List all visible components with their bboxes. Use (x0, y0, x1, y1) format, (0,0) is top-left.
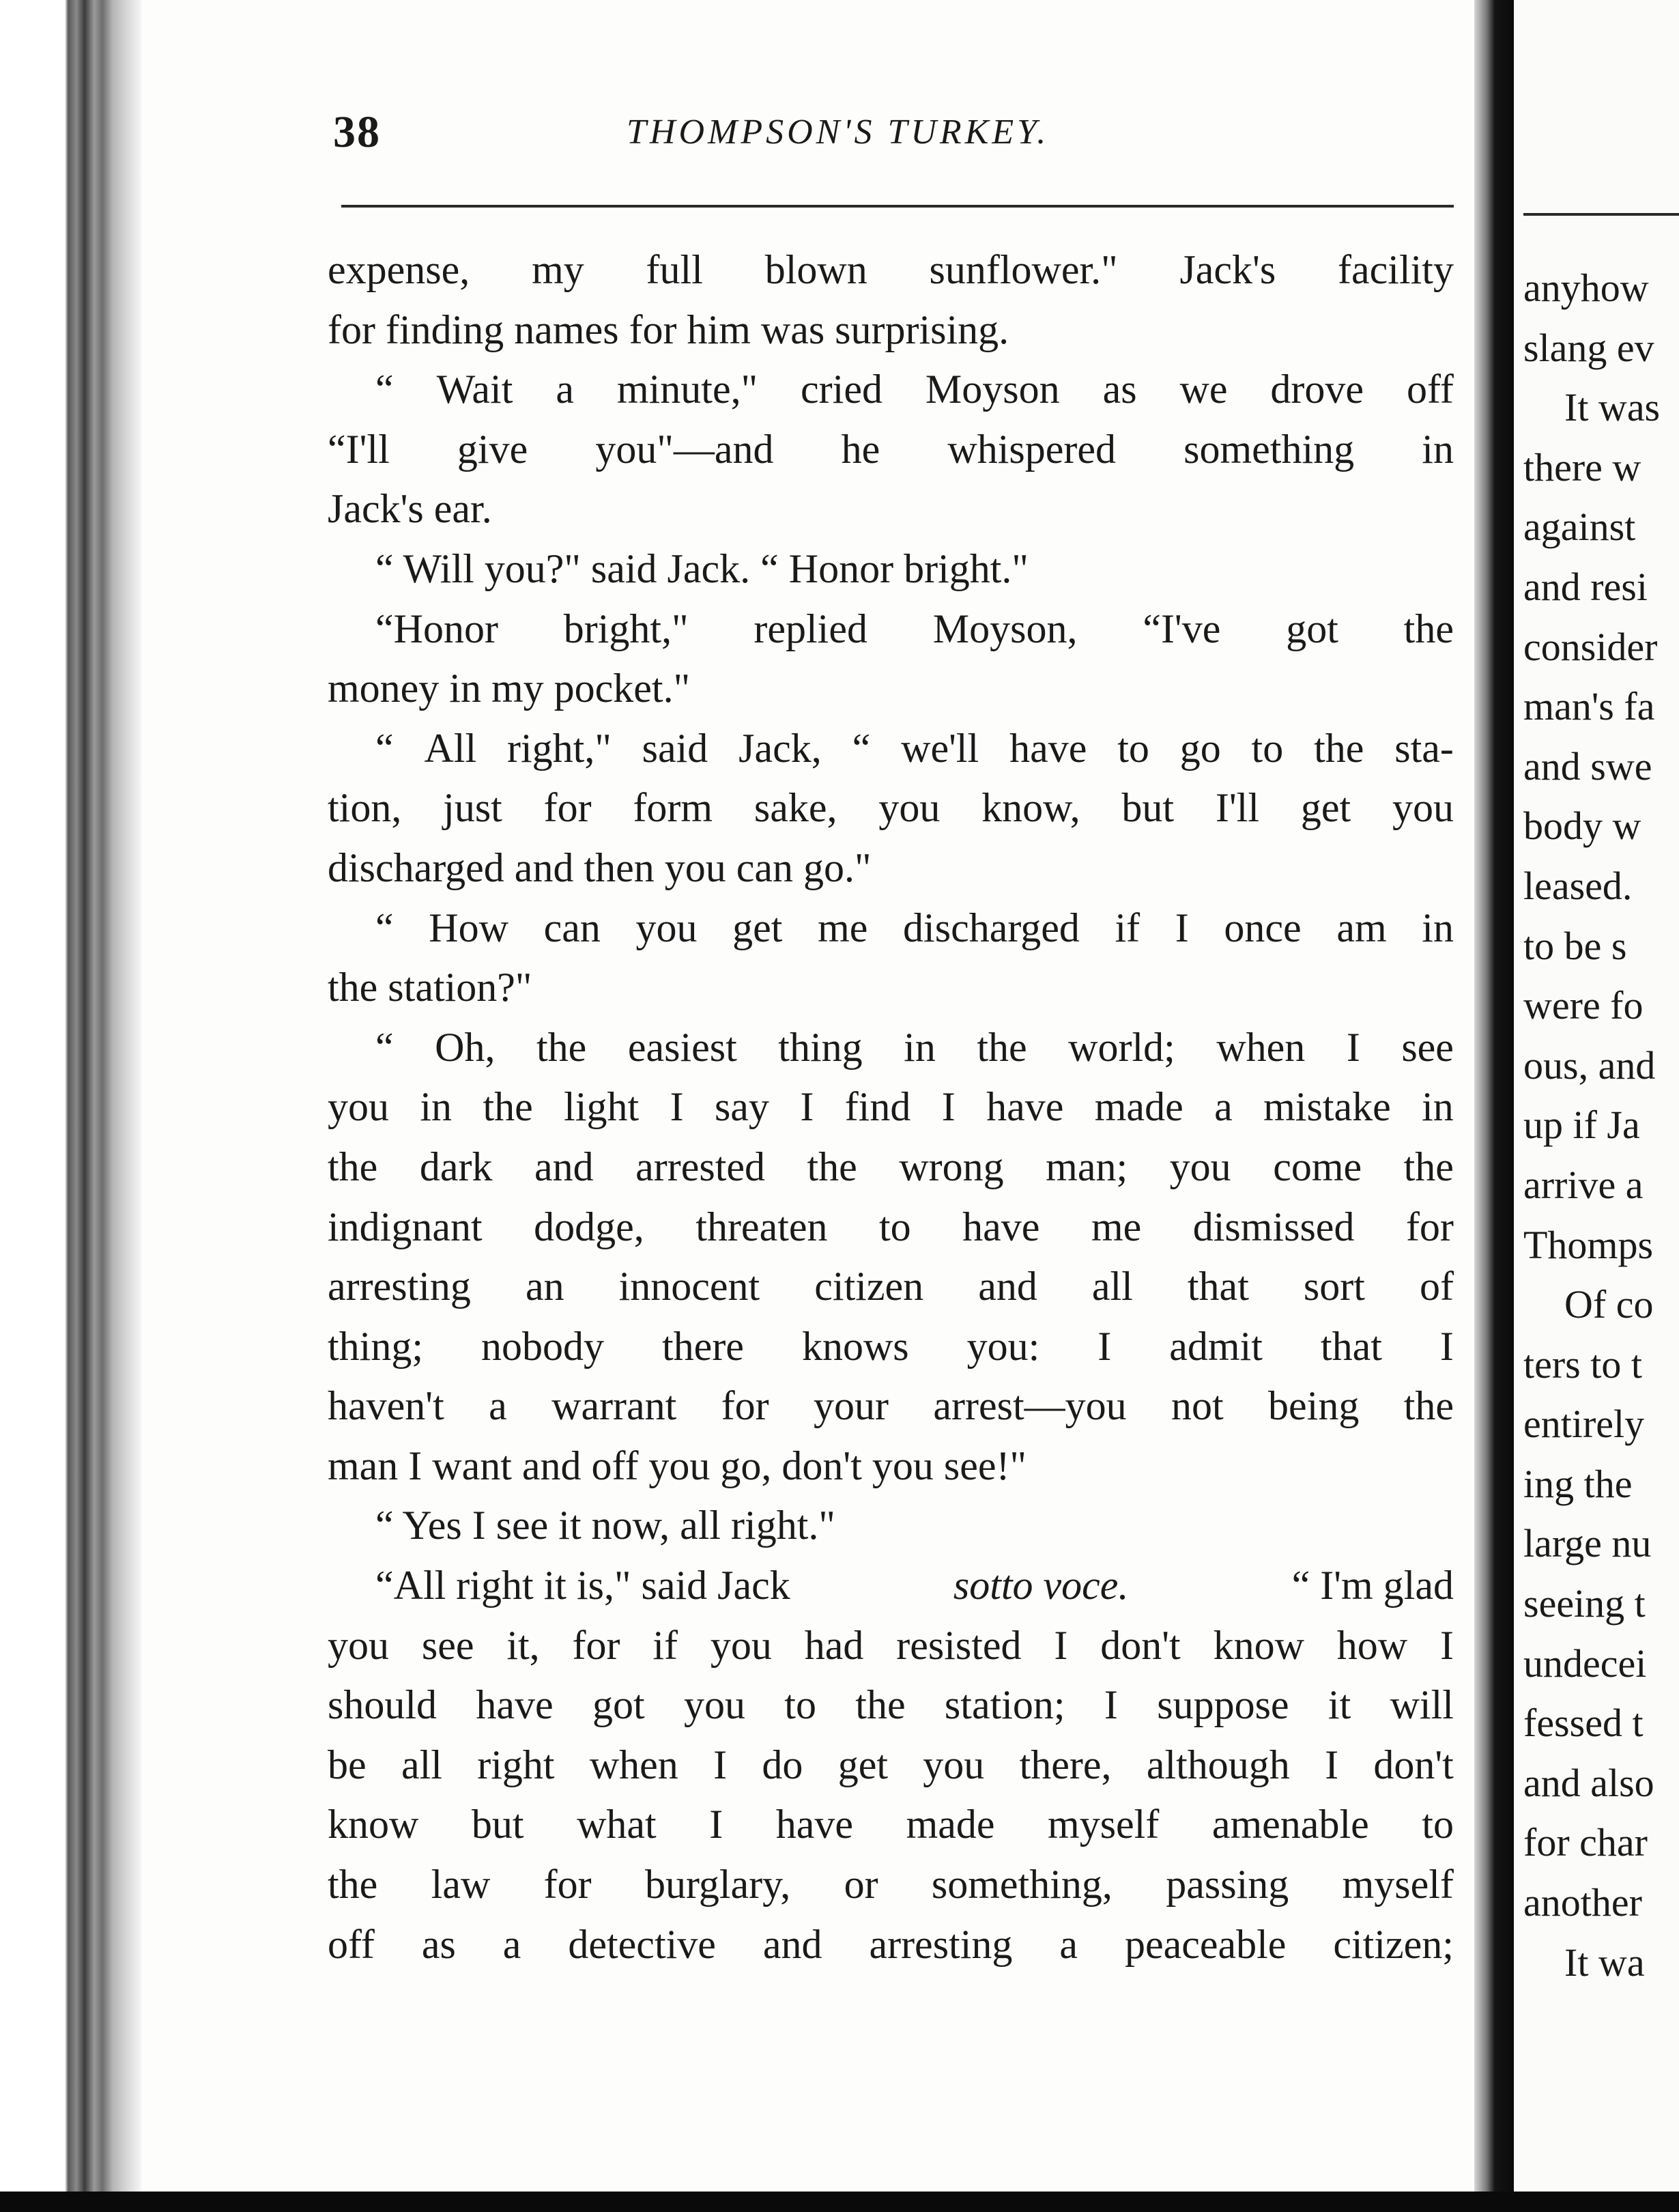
text-fragment: consider (1523, 624, 1658, 669)
text-line: off as a detective and arresting a peaceable citizen; (328, 1921, 1454, 1967)
text-line: “ Oh, the easiest thing in the world; when I see (375, 1024, 1454, 1070)
text-fragment: seeing t (1523, 1581, 1646, 1626)
text-fragment: another (1523, 1880, 1642, 1925)
text-line: you see it, for if you had resisted I don't know how I (328, 1622, 1454, 1668)
text-line: the station?" (328, 965, 532, 1010)
right-page-text (1523, 258, 1679, 1992)
text-fragment: entirely (1523, 1402, 1645, 1447)
text-fragment: ing the (1523, 1461, 1633, 1506)
text-fragment: to be s (1523, 923, 1627, 968)
right-page (1514, 0, 1679, 2212)
text-fragment: and swe (1523, 743, 1652, 789)
text-fragment: It wa (1564, 1940, 1645, 1985)
text-fragment: body w (1523, 804, 1641, 849)
text-segment: “All right it is," said Jack (375, 1563, 790, 1608)
header-rule (341, 205, 1454, 208)
text-fragment: undecei (1523, 1641, 1647, 1686)
text-fragment: leased. (1523, 863, 1633, 908)
text-line: you in the light I say I find I have made a mistake in (328, 1084, 1454, 1130)
running-title: THOMPSON'S TURKEY. (627, 113, 1050, 152)
text-fragment: arrive a (1523, 1162, 1644, 1207)
text-line: the dark and arrested the wrong man; you come the (328, 1144, 1454, 1189)
page-gutter (1474, 0, 1514, 2212)
text-fragment: man's fa (1523, 684, 1655, 729)
text-line: man I want and off you go, don't you see!" (328, 1443, 1027, 1488)
text-fragment: large nu (1523, 1521, 1652, 1566)
book-spine-edge (0, 0, 143, 2212)
text-line: should have got you to the station; I suppose it will (328, 1682, 1454, 1728)
text-line: thing; nobody there knows you: I admit that I (328, 1323, 1454, 1369)
text-fragment: and also (1523, 1760, 1654, 1805)
text-line: “I'll give you"—and he whispered something in (328, 426, 1454, 472)
text-line: haven't a warrant for your arrest—you not being the (328, 1383, 1454, 1429)
text-line: “ How can you get me discharged if I once am in (375, 905, 1454, 950)
text-fragment: ous, and (1523, 1043, 1656, 1088)
text-fragment: anyhow (1523, 266, 1649, 310)
text-fragment: and resi (1523, 564, 1648, 609)
italic-phrase: sotto voce. (953, 1563, 1129, 1608)
text-fragment: for char (1523, 1820, 1648, 1865)
text-line: arresting an innocent citizen and all that sort of (328, 1264, 1454, 1309)
text-fragment: against (1523, 505, 1636, 550)
text-line: know but what I have made myself amenable to (328, 1802, 1454, 1847)
text-line: the law for burglary, or something, passing myself (328, 1862, 1454, 1908)
text-line: be all right when I do get you there, although I don't (328, 1742, 1454, 1787)
text-line: “ Will you?" said Jack. “ Honor bright." (375, 545, 1029, 591)
text-segment: “ I'm glad (1291, 1563, 1454, 1608)
text-line-mixed (328, 1556, 1454, 1616)
text-line: “ All right," said Jack, “ we'll have to go to the sta- (375, 725, 1454, 771)
page-number: 38 (333, 107, 381, 157)
text-line: discharged and then you can go." (328, 845, 872, 890)
text-line: indignant dodge, threaten to have me dismissed for (328, 1204, 1454, 1249)
text-fragment: slang ev (1523, 325, 1654, 370)
text-line: tion, just for form sake, you know, but I'll get you (328, 785, 1454, 831)
right-header-rule (1523, 213, 1679, 216)
scan-bottom-edge (0, 2192, 1679, 2212)
text-line: expense, my full blown sunflower." Jack's facility (328, 247, 1454, 292)
body-text (328, 240, 1454, 1974)
text-fragment: up if Ja (1523, 1103, 1640, 1148)
text-line: “ Wait a minute," cried Moyson as we drove off (375, 367, 1454, 412)
text-line: “Honor bright," replied Moyson, “I've got the (375, 606, 1454, 651)
text-fragment: Thomps (1523, 1222, 1654, 1267)
running-head (333, 102, 1459, 164)
text-line: for finding names for him was surprising. (328, 307, 1009, 352)
text-line: money in my pocket." (328, 666, 691, 711)
text-fragment: It was (1564, 385, 1661, 430)
text-line: “ Yes I see it now, all right." (375, 1503, 835, 1548)
text-fragment: ters to t (1523, 1342, 1642, 1387)
text-fragment: were fo (1523, 983, 1644, 1028)
text-line: Jack's ear. (328, 486, 492, 532)
text-fragment: Of co (1564, 1282, 1654, 1327)
text-fragment: there w (1523, 444, 1641, 490)
text-fragment: fessed t (1523, 1701, 1644, 1746)
